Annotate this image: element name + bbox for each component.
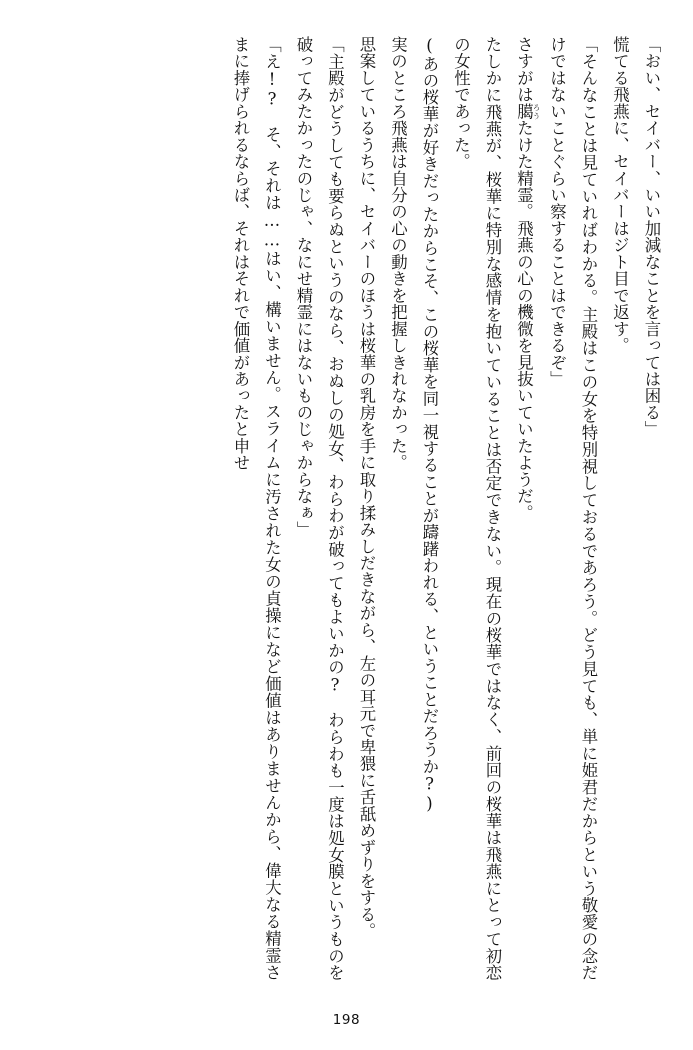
- paragraph-2: 慌てる飛燕に、セイバーはジト目で返す。: [610, 36, 630, 354]
- vertical-text-body: [26, 36, 667, 981]
- paragraph-8: 思案しているうちに、セイバーのほうは桜華の乳房を手に取り揉みしだきながら、左の耳元で卑猥に舌舐めずりをする。: [357, 36, 376, 940]
- paragraph-4: さすがは臈 ろうたけた精霊。飛燕の心の機微を見抜いていたようだ。: [514, 36, 542, 522]
- paragraph-10: 「え!? そ、それは……はい、構いません。スライムに汚された女の貞操になど価値はありませんから、偉大なる精霊さまに捧げられるならば、それはそれで価値があったと申せ: [231, 36, 282, 981]
- paragraph-6: (あの桜華が好きだったからこそ、この桜華を同一視することが躊躇われる、ということだろうか?): [420, 36, 439, 814]
- paragraph-9: 「主殿がどうしても要らぬというのなら、おぬしの処女、わらわが破ってもよいかの? わらわも一度は処女膜というものを破ってみたかったのじゃ、なにせ精霊にはないものじゃからなぁ」: [294, 36, 345, 981]
- paragraph-3: 「そんなことは見ていればわかる。主殿はこの女を特別視しておるであろう。どう見ても、単に姫君だからという敬愛の念だけではないことぐらい察することはできるぞ」: [547, 36, 598, 981]
- page-number: 198: [332, 1012, 361, 1028]
- paragraph-7: 実のところ飛燕は自分の心の動きを把握しきれなかった。: [388, 36, 408, 471]
- paragraph-1: 「おい、セイバー、いい加減なことを言っては困る」: [642, 36, 661, 438]
- paragraph-5: たしかに飛燕が、桜華に特別な感情を抱いていることは否定できない。現在の桜華ではなく、前回の桜華は飛燕にとって初恋の女性であった。: [451, 36, 502, 981]
